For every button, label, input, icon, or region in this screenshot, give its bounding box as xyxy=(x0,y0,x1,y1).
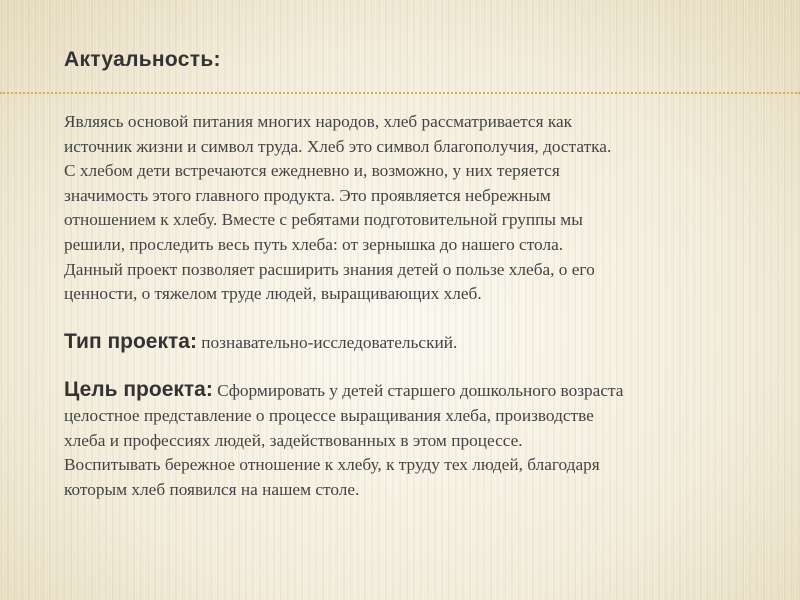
project-goal-line: хлеба и профессиях людей, задействованных в этом процессе. xyxy=(64,430,523,450)
project-goal-label: Цель проекта: xyxy=(64,378,213,402)
project-type-label: Тип проекта: xyxy=(64,329,197,353)
project-type-paragraph xyxy=(64,330,778,356)
relevance-line: значимость этого главного продукта. Это проявляется небрежным xyxy=(64,185,551,205)
project-goal-line: целостное представление о процессе выращивания хлеба, производстве xyxy=(64,405,594,425)
paragraph-spacer xyxy=(64,355,778,378)
project-goal-line: которым хлеб появился на нашем столе. xyxy=(64,479,360,499)
title-divider xyxy=(0,92,800,94)
slide-title: Актуальность: xyxy=(64,48,221,71)
relevance-line: отношением к хлебу. Вместе с ребятами подготовительной группы мы xyxy=(64,210,583,230)
relevance-line: Являясь основой питания многих народов, хлеб рассматривается как xyxy=(64,112,573,131)
relevance-line: источник жизни и символ труда. Хлеб это символ благополучия, достатка. xyxy=(64,136,612,156)
relevance-paragraph xyxy=(64,110,778,307)
project-goal-first-line xyxy=(64,378,778,404)
slide-body xyxy=(64,110,778,502)
project-type-value: познавательно-исследовательский. xyxy=(196,332,458,352)
project-goal-text: Сформировать у детей старшего дошкольного возраста xyxy=(212,381,624,401)
paragraph-spacer xyxy=(64,307,778,330)
relevance-line: С хлебом дети встречаются ежедневно и, возможно, у них теряется xyxy=(64,161,560,181)
project-goal-line: Воспитывать бережное отношение к хлебу, к труду тех людей, благодаря xyxy=(64,455,600,475)
relevance-line: ценности, о тяжелом труде людей, выращивающих хлеб. xyxy=(64,284,482,304)
relevance-line: решили, проследить весь путь хлеба: от зернышка до нашего стола. xyxy=(64,234,564,254)
project-goal-paragraph xyxy=(64,378,778,502)
relevance-line: Данный проект позволяет расширить знания детей о пользе хлеба, о его xyxy=(64,259,595,279)
